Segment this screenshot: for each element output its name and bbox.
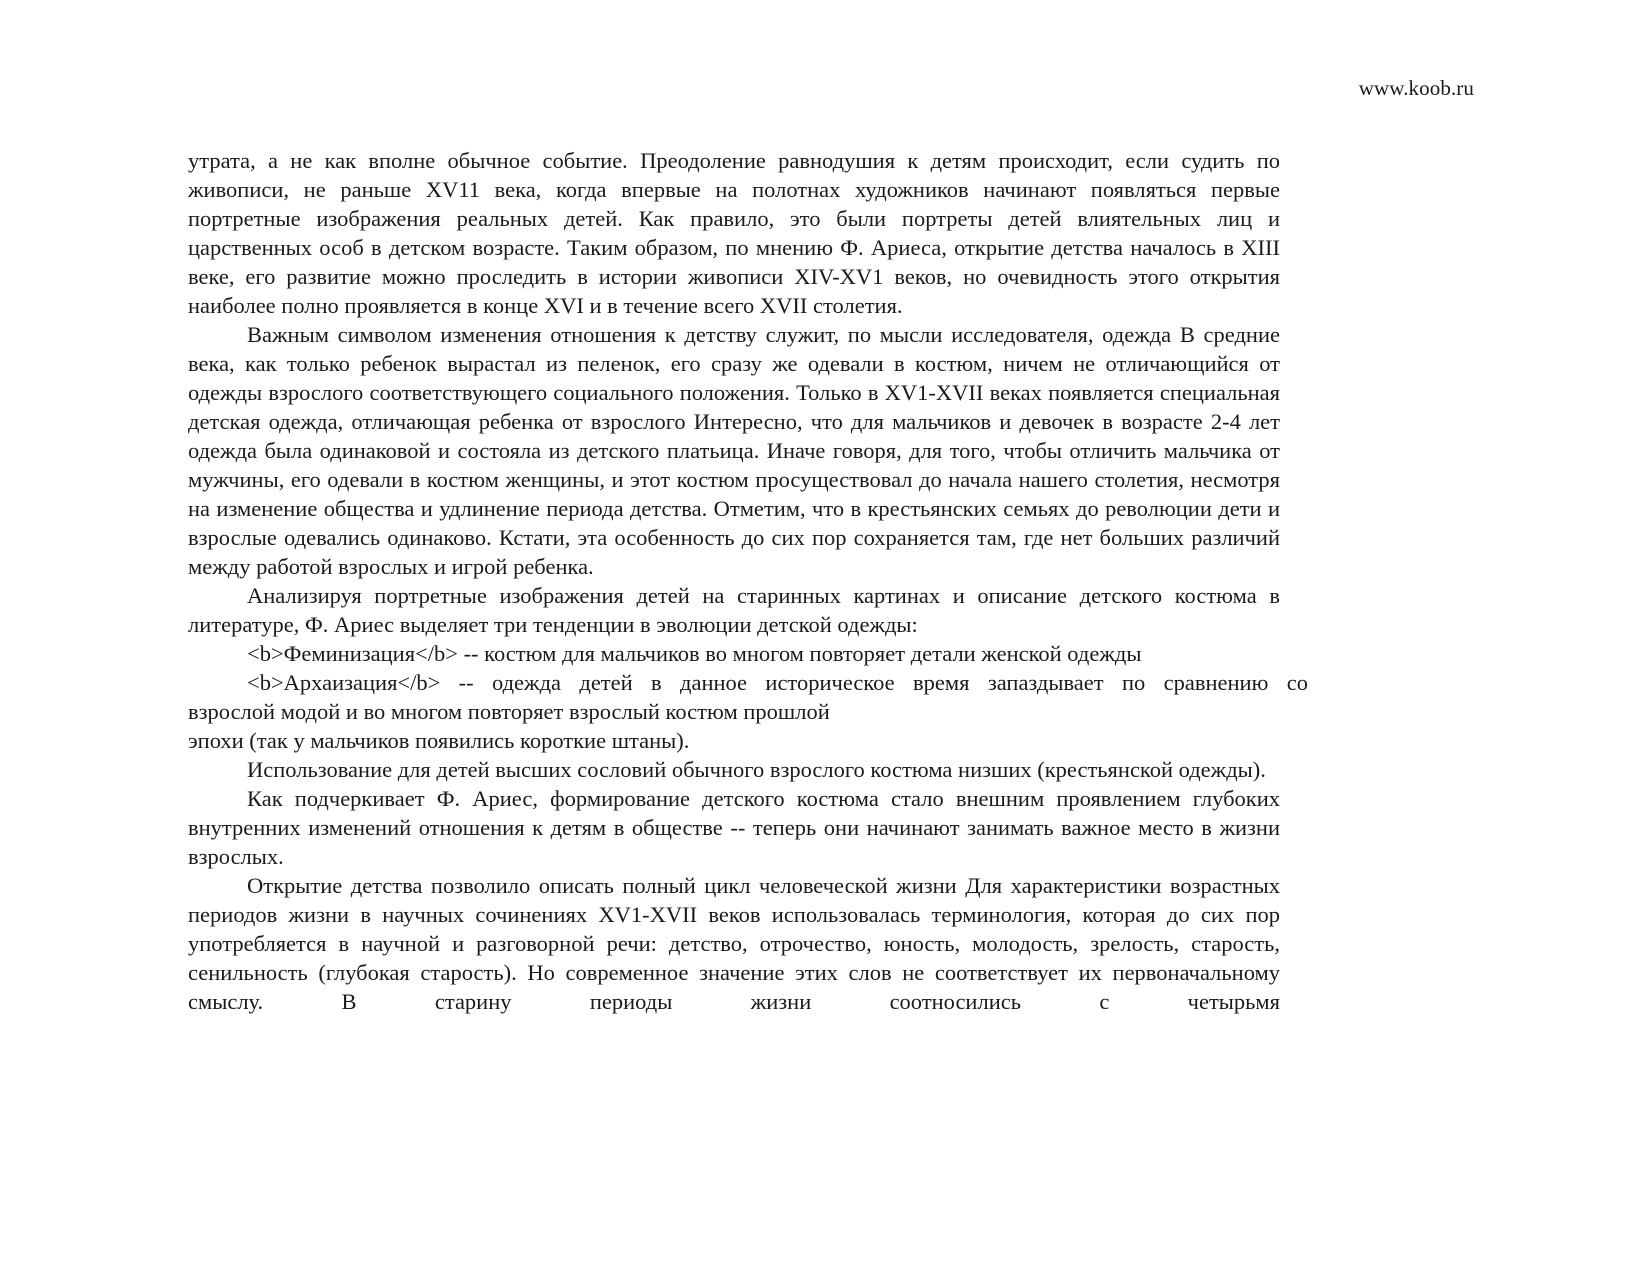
document-body — [188, 146, 1308, 1016]
list-item-lower-class-costume: Использование для детей высших сословий обычного взрослого костюма низших (крестьянской одежды). — [247, 757, 1266, 782]
paragraph-childhood-discovery: утрата, а не как вполне обычное событие. Преодоление равнодушия к детям происходит, если судить по живописи, не раньше XV11 века, когда впервые на полотнах художников начинают появляться первые портретные изображения реальных детей. Как правило, это были портреты детей влиятельных лиц и царственных особ в детском возрасте. Таким образом, по мнению Ф. Ариеса, открытие детства началось в XIII веке, его развитие можно проследить в истории живописи XIV-XV1 веков, но очевидность этого открытия наиболее полно проявляется в конце XVI и в течение всего XVII столетия. — [188, 148, 1280, 318]
paragraph-clothing-symbol: Важным символом изменения отношения к детству служит, по мысли исследователя, одежда В средние века, как только ребенок вырастал из пеленок, его сразу же одевали в костюм, ничем не отличающийся от одежды взрослого соответствующего социального положения. Только в XV1-XVII веках появляется специальная детская одежда, отличающая ребенка от взрослого Интересно, что для мальчиков и девочек в возрасте 2-4 лет одежда была одинаковой и состояла из детского платьица. Иначе говоря, для того, чтобы отличить мальчика от мужчины, его одевали в костюм женщины, и этот костюм просуществовал до начала нашего столетия, несмотря на изменение общества и удлинение периода детства. Отметим, что в крестьянских семьях до революции дети и взрослые одевались одинаково. Кстати, эта особенность до сих пор сохраняется там, где нет больших различий между работой взрослых и игрой ребенка. — [188, 322, 1280, 579]
archaization-line-2: взрослой модой и во многом повторяет взрослый костюм прошлой — [188, 699, 830, 724]
site-url-header: www.koob.ru — [1358, 76, 1474, 100]
paragraph-life-cycle: Открытие детства позволило описать полный цикл человеческой жизни Для характеристики возрастных периодов жизни в научных сочинениях XV1-XVII веков использовалась терминология, которая до сих пор употребляется в научной и разговорной речи: детство, отрочество, юность, молодость, зрелость, старость, сенильность (глубокая старость). Но современное значение этих слов не соответствует их первоначальному смыслу. В старину периоды жизни соотносились с четырьмя — [188, 873, 1280, 1014]
paragraph-costume-significance: Как подчеркивает Ф. Ариес, формирование детского костюма стало внешним проявлением глубоких внутренних изменений отношения к детям в обществе -- теперь они начинают занимать важное место в жизни взрослых. — [188, 786, 1280, 869]
list-item-feminization: <b>Феминизация</b> -- костюм для мальчиков во многом повторяет детали женской одежды — [247, 641, 1142, 666]
archaization-line-3: эпохи (так у мальчиков появились короткие штаны). — [188, 728, 690, 753]
archaization-line-1: <b>Архаизация</b> -- одежда детей в данное историческое время запаздывает по сравнению со — [247, 670, 1308, 695]
list-item-archaization — [188, 668, 1308, 755]
paragraph-portrait-analysis: Анализируя портретные изображения детей на старинных картинах и описание детского костюма в литературе, Ф. Ариес выделяет три тенденции в эволюции детской одежды: — [188, 583, 1280, 637]
